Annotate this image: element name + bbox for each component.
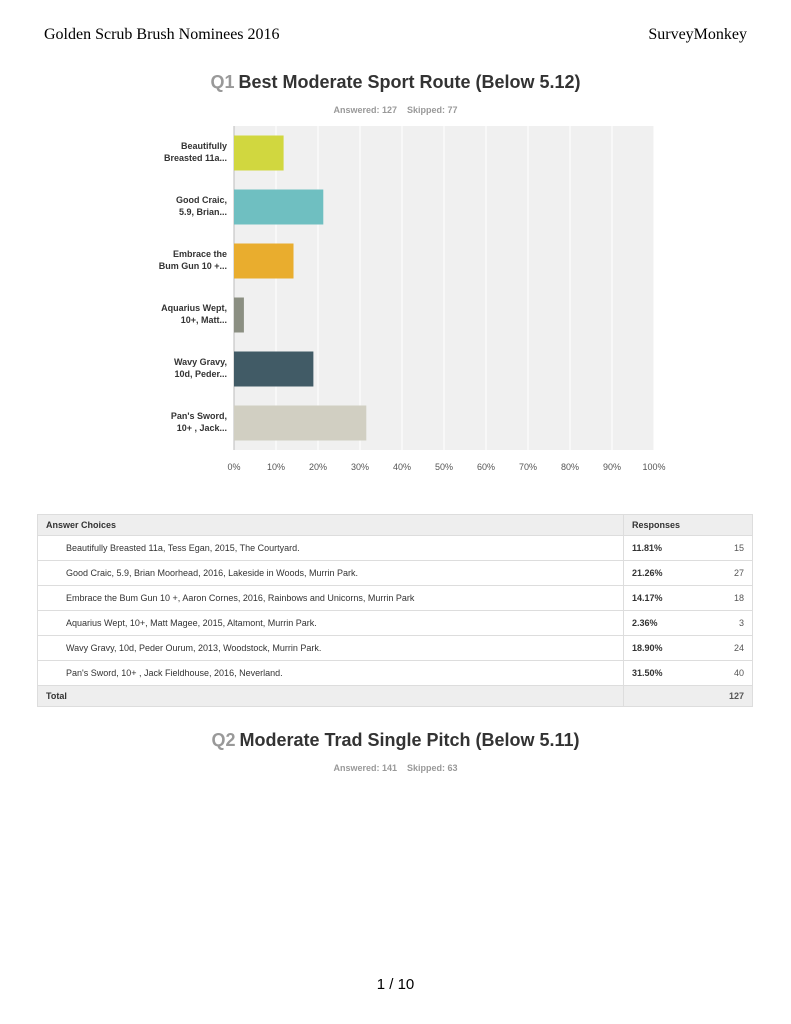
- q2-skipped: Skipped: 63: [407, 763, 458, 773]
- q1-skipped: Skipped: 77: [407, 105, 458, 115]
- q2-title: Moderate Trad Single Pitch (Below 5.11): [239, 730, 580, 750]
- total-value: 127: [716, 686, 753, 707]
- category-label: Beautifully: [180, 141, 227, 151]
- response-count: 27: [716, 561, 753, 586]
- bar: [234, 352, 313, 387]
- response-count: 3: [716, 611, 753, 636]
- q1-answered: Answered: 127: [333, 105, 397, 115]
- x-tick-label: 50%: [434, 462, 454, 472]
- category-label: Wavy Gravy,: [173, 357, 227, 367]
- x-tick-label: 90%: [602, 462, 622, 472]
- category-label: 10+ , Jack...: [176, 423, 227, 433]
- response-percent: 14.17%: [624, 586, 717, 611]
- answer-choice: Pan's Sword, 10+ , Jack Fieldhouse, 2016, Neverland.: [38, 661, 624, 686]
- x-tick-label: 40%: [392, 462, 412, 472]
- x-tick-label: 100%: [642, 462, 666, 472]
- answer-choice: Good Craic, 5.9, Brian Moorhead, 2016, Lakeside in Woods, Murrin Park.: [38, 561, 624, 586]
- category-label: 5.9, Brian...: [178, 207, 227, 217]
- response-percent: 11.81%: [624, 536, 717, 561]
- response-count: 18: [716, 586, 753, 611]
- q2-number: Q2: [211, 730, 236, 750]
- bar: [234, 190, 323, 225]
- response-percent: 2.36%: [624, 611, 717, 636]
- category-label: Pan's Sword,: [170, 411, 227, 421]
- x-tick-label: 30%: [350, 462, 370, 472]
- category-label: Aquarius Wept,: [161, 303, 227, 313]
- answer-choice: Wavy Gravy, 10d, Peder Ourum, 2013, Woodstock, Murrin Park.: [38, 636, 624, 661]
- q1-number: Q1: [210, 72, 235, 92]
- category-label: Good Craic,: [175, 195, 227, 205]
- x-tick-label: 10%: [266, 462, 286, 472]
- total-spacer: [624, 686, 717, 707]
- q1-title: Best Moderate Sport Route (Below 5.12): [238, 72, 581, 92]
- q1-stats: [0, 105, 791, 115]
- q2-title-block: [0, 730, 791, 751]
- brand-name: SurveyMonkey: [648, 26, 747, 43]
- response-percent: 31.50%: [624, 661, 717, 686]
- table-row: [38, 536, 753, 561]
- answer-choices-header: Answer Choices: [38, 515, 624, 536]
- q2-answered: Answered: 141: [333, 763, 397, 773]
- answer-choice: Beautifully Breasted 11a, Tess Egan, 2015, The Courtyard.: [38, 536, 624, 561]
- document-title: Golden Scrub Brush Nominees 2016: [44, 26, 280, 43]
- q1-bar-chart: [150, 122, 670, 477]
- bar: [234, 298, 244, 333]
- bar: [234, 406, 366, 441]
- category-label: 10d, Peder...: [174, 369, 227, 379]
- total-label: Total: [38, 686, 624, 707]
- q2-stats: [0, 763, 791, 773]
- category-label: Breasted 11a...: [163, 153, 227, 163]
- response-count: 40: [716, 661, 753, 686]
- response-percent: 18.90%: [624, 636, 717, 661]
- table-header-row: [38, 515, 753, 536]
- x-tick-label: 80%: [560, 462, 580, 472]
- category-label: Embrace the: [172, 249, 227, 259]
- table-row: [38, 661, 753, 686]
- bar: [234, 244, 294, 279]
- response-count: 24: [716, 636, 753, 661]
- x-tick-label: 0%: [227, 462, 241, 472]
- response-percent: 21.26%: [624, 561, 717, 586]
- x-tick-label: 60%: [476, 462, 496, 472]
- category-label: 10+, Matt...: [180, 315, 227, 325]
- q1-results-table: [37, 514, 753, 707]
- table-row: [38, 636, 753, 661]
- table-row: [38, 561, 753, 586]
- table-row: [38, 586, 753, 611]
- table-row: [38, 611, 753, 636]
- page-number: 1 / 10: [376, 976, 415, 993]
- x-tick-label: 70%: [518, 462, 538, 472]
- answer-choice: Embrace the Bum Gun 10 +, Aaron Cornes, 2016, Rainbows and Unicorns, Murrin Park: [38, 586, 624, 611]
- response-count: 15: [716, 536, 753, 561]
- bar: [234, 136, 284, 171]
- responses-header: Responses: [624, 515, 753, 536]
- q1-title-block: [0, 72, 791, 93]
- category-label: Bum Gun 10 +...: [158, 261, 227, 271]
- total-row: [38, 686, 753, 707]
- x-tick-label: 20%: [308, 462, 328, 472]
- answer-choice: Aquarius Wept, 10+, Matt Magee, 2015, Altamont, Murrin Park.: [38, 611, 624, 636]
